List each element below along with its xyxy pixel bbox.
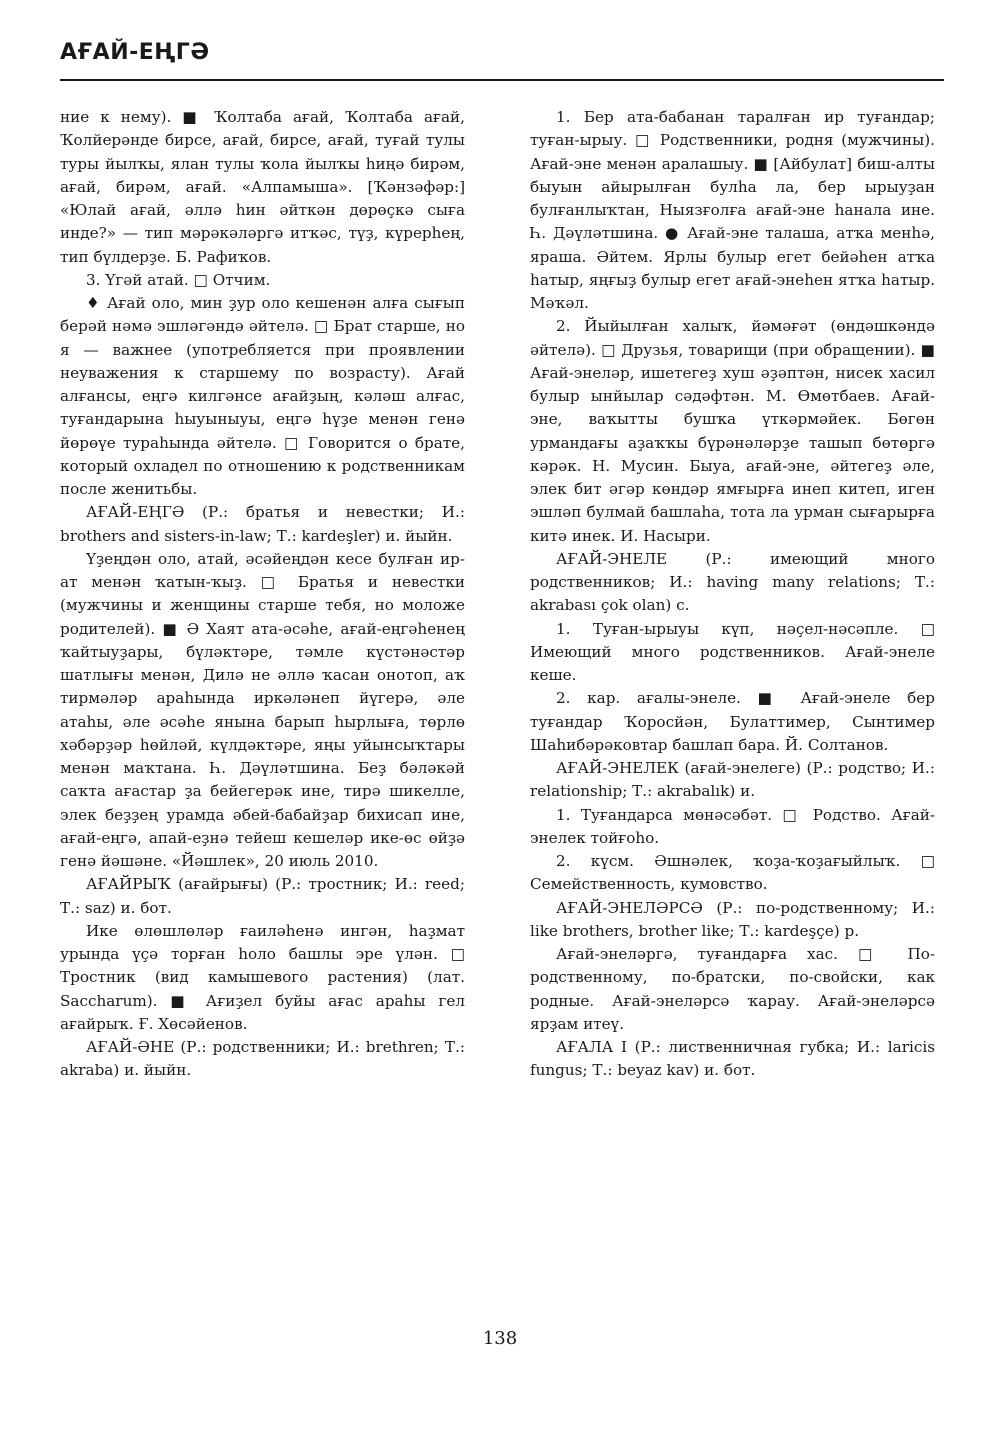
entry-paragraph: 3. Үгәй атай. □ Отчим.: [86, 270, 271, 289]
headword-entry: АҒАЛА I (Р.: лиственничная губка; И.: laricis fungus; Т.: beyaz kav) и. бот.: [530, 1038, 935, 1080]
entry-paragraph: ние к нему). ■ Ҡолтаба ағай, Ҡолтаба ағай, Ҡолйерәнде бирсе, ағай, бирсе, ағай, туғай тулы туры йылҡы, ялан тулы ҡола йылҡы һиңә бирәм, ағай, бирәм, ағай. «Алпамыша». [Ҡәнзәфәр:] «Юлай ағай, әллә һин әйткән дөрөҫкә сыға инде?» — тип мәрәкәләргә итҡәс, түҙ, күрерһең, тип бүлдерҙе. Б. Рафиҡов.: [60, 108, 465, 266]
left-column: [60, 106, 465, 1083]
headword-entry: АҒАЙ-ЭНЕЛЕК (ағай-энелеге) (Р.: родство; И.: relationship; Т.: akrabalık) и.: [530, 759, 935, 801]
entry-paragraph: 2. кар. ағалы-энеле. ■ Ағай-энеле бер туғандар Ҡоросйән, Булаттимер, Сынтимер Шаһибәрәковтар башлап бара. Й. Солтанов.: [530, 689, 935, 754]
entry-paragraph: 1. Туған-ырыуы күп, нәҫел-нәсәпле. □ Имеющий много родственников. Ағай-энеле кеше.: [530, 619, 935, 684]
entry-paragraph: 1. Бер ата-бабанан таралған ир туғандар; туған-ырыу. □ Родственники, родня (мужчины). Ағай-эне менән аралашыу. ■ [Айбулат] биш-алты быуын айырылған булһа ла, бер ырыуҙан булғанлыҡтан, Ныязғолға ағай-эне һанала ине. Һ. Дәүләтшина. ● Ағай-эне талаша, атҡа менһә, яраша. Әйтем. Ярлы булыр егет бейәһен атҡа һатыр, яңғыҙ булыр егет ағай-энеһен ятҡа һатыр. Мәҡәл.: [530, 108, 935, 312]
headword-entry: АҒАЙ-ӘНЕ (Р.: родственники; И.: brethren; Т.: akraba) и. йыйн.: [60, 1038, 465, 1080]
entry-paragraph: 2. күсм. Әшнәлек, ҡоҙа-ҡоҙағыйлыҡ. □ Семейственность, кумовство.: [530, 852, 935, 894]
page-number: 138: [482, 1328, 518, 1349]
entry-paragraph: Үҙеңдән оло, атай, әсәйеңдән кесе булған ир-ат менән ҡатын-ҡыҙ. □ Братья и невестки (мужчины и женщины старше тебя, но моложе родителей). ■ Ә Хаят ата-әсәһе, ағай-еңгәһенең ҡайтыуҙары, бүләктәре, тәмле күстәнәстәр шатлығы менән, Дилә не әллә ҡасан онотоп, аҡ тирмәләр араһында иркәләнеп йүгерә, әле атаһы, әле әсәһе янына барып һырлыға, төрлө хәбәрҙәр һөйләй, күлдәктәре, яңы уйынсыҡтары менән маҡтана. Һ. Дәүләтшина. Беҙ бәләкәй саҡта ағастар ҙа бейегерәк ине, тирә шикелле, элек беҙҙең урамда әбей-бабайҙар бихисап ине, ағай-еңгә, апай-еҙнә тейеш кешеләр ике-өс өйҙә генә йәшәне. «Йәшлек», 20 июль 2010.: [60, 549, 465, 870]
headword-entry: АҒАЙРЫҠ (ағайрығы) (Р.: тростник; И.: reed; Т.: saz) и. бот.: [60, 875, 465, 917]
right-column: [530, 106, 935, 1083]
entry-paragraph: 1. Туғандарса мөнәсәбәт. □ Родство. Ағай-энелек тойғоһо.: [530, 805, 935, 847]
running-title: АҒАЙ-ЕҢГӘ: [60, 40, 210, 65]
headword-entry: АҒАЙ-ЭНЕЛЕ (Р.: имеющий много родственников; И.: having many relations; Т.: akrabası çok olan) с.: [530, 549, 935, 615]
header-rule: [60, 79, 944, 81]
entry-paragraph: Ағай-энеләргә, туғандарға хас. □ По-родственному, по-братски, по-свойски, как родные. Ағай-энеләрсә ҡарау. Ағай-энеләрсә ярҙам итеү.: [530, 945, 935, 1033]
headword-entry: АҒАЙ-ЭНЕЛӘРСӘ (Р.: по-родственному; И.: like brothers, brother like; Т.: kardeşçe) р.: [530, 898, 935, 940]
headword-entry: АҒАЙ-ЕҢГӘ (Р.: братья и невестки; И.: brothers and sisters-in-law; Т.: kardeşler) и. йыйн.: [60, 503, 465, 545]
entry-paragraph: Ике өлөшлөләр ғаиләһенә ингән, һаҙмат урында үҫә торған һоло башлы эре үлән. □ Тростник (вид камышевого растения) (лат. Saccharum). ■ Ағиҙел буйы ағас араһы гел ағайрыҡ. Ғ. Хөсәйенов.: [60, 921, 465, 1033]
entry-paragraph: ♦ Ағай оло, мин ҙур оло кешенән алға сығып берәй нәмә эшләгәндә әйтелә. □ Брат старше, но я — важнее (употребляется при проявлении неуважения к старшему по возрасту). Ағай алғансы, еңгә килгәнсе ағайҙың, кәләш алғас, туғандарына һыуыныуы, еңгә һүҙе менән генә йөрөүе тураһында әйтелә. □ Говорится о брате, который охладел по отношению к родственникам после женитьбы.: [60, 294, 465, 498]
entry-paragraph: 2. Йыйылған халыҡ, йәмәғәт (өндәшкәндә әйтелә). □ Друзья, товарищи (при обращении). ■ Ағай-энеләр, ишетегеҙ хуш әҙәптән, нисек хасил булыр ынйылар сәдәфтән. М. Өмөтбаев. Ағай-эне, ваҡытты бушҡа үткәрмәйек. Бөгөн урмандағы аҙаҡҡы бүрәнәләрҙе ташып бөтөргә кәрәк. Н. Мусин. Быуа, ағай-эне, әйтегеҙ әле, элек бит әгәр көндәр ямғырға инеп китеп, иген эшләп булмай башлаһа, тота ла урман сығарырға китә инек. И. Насыри.: [530, 317, 935, 545]
